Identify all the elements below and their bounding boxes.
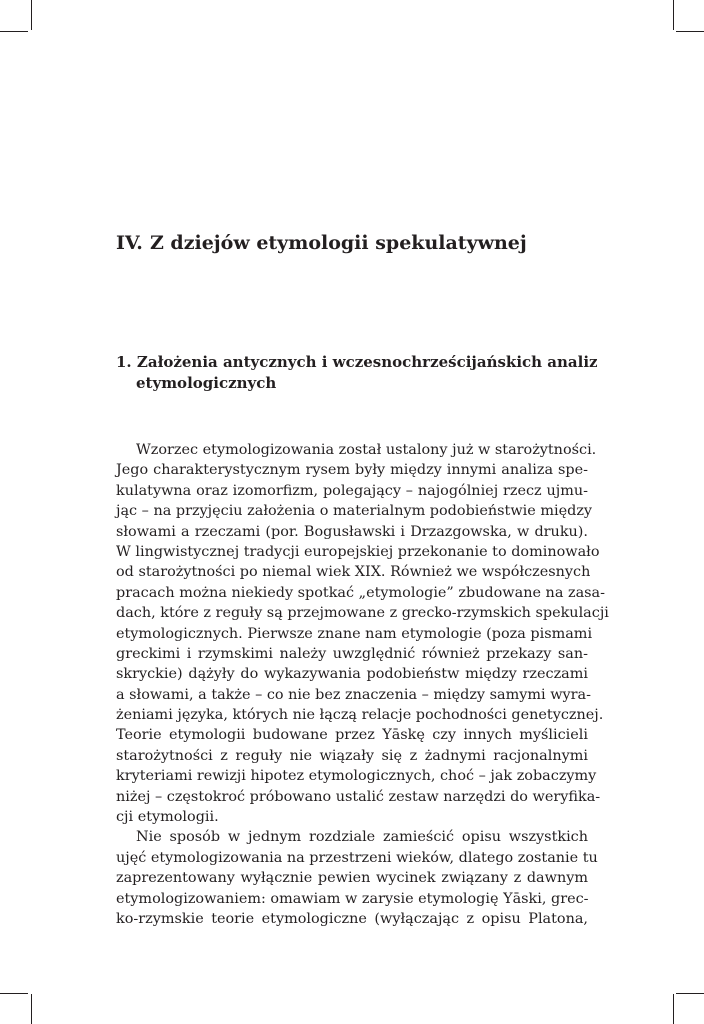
text-line: żeniami języka, których nie łączą relacje pochodności genetycznej.	[116, 707, 604, 724]
crop-mark	[676, 993, 704, 994]
chapter-title-text: Z dziejów etymologii spekulatywnej	[149, 232, 527, 254]
section-heading-line: etymologicznych	[136, 374, 277, 392]
text-line: greckimi i rzymskimi należy uwzględnić również przekazy san-	[116, 645, 588, 662]
text-line: pracach można niekiedy spotkać „etymologie” zbudowane na zasa-	[116, 584, 605, 601]
text-line: skryckie) dążyły do wykazywania podobieństw między rzeczami	[116, 666, 588, 683]
text-line: ujęć etymologizowania na przestrzeni wieków, dlatego zostanie tu	[116, 849, 598, 866]
text-line: słowami a rzeczami (por. Bogusławski i Drzazgowska, w druku).	[116, 523, 588, 540]
text-line: niżej – częstokroć próbowano ustalić zestaw narzędzi do weryfika-	[116, 788, 601, 805]
section-heading	[116, 352, 596, 394]
chapter-title	[116, 229, 527, 257]
section-title-text: Założenia antycznych i wczesnochrześcijańskich analiz	[136, 353, 598, 371]
crop-mark	[31, 994, 32, 1024]
text-line: kulatywna oraz izomorfizm, polegający – najogólniej rzecz ujmu-	[116, 482, 588, 499]
text-line: od starożytności po niemal wiek XIX. Również we współczesnych	[116, 564, 591, 581]
text-line: W lingwistycznej tradycji europejskiej przekonanie to dominowało	[116, 543, 600, 560]
crop-mark	[31, 0, 32, 30]
text-line: a słowami, a także – co nie bez znaczenia – między samymi wyra-	[116, 686, 591, 703]
text-line: ko-rzymskie teorie etymologiczne (wyłączając z opisu Platona,	[116, 910, 588, 927]
crop-mark	[0, 993, 28, 994]
paragraph	[116, 440, 609, 827]
paragraph	[116, 827, 598, 929]
chapter-number: IV.	[116, 232, 143, 254]
crop-mark	[673, 994, 674, 1024]
section-number: 1.	[116, 353, 132, 371]
section-heading-line	[116, 352, 596, 373]
text-line: starożytności z reguły nie wiązały się z żadnymi racjonalnymi	[116, 747, 588, 764]
text-line: zaprezentowany wyłącznie pewien wycinek związany z dawnym	[116, 870, 588, 887]
text-line: etymologicznych. Pierwsze znane nam etymologie (poza pismami	[116, 625, 593, 642]
text-line: etymologizowaniem: omawiam w zarysie etymologię Yāski, grec-	[116, 890, 589, 907]
text-line: Wzorzec etymologizowania został ustalony już w starożytności.	[136, 442, 597, 458]
text-line: Teorie etymologii budowane przez Yāskę czy innych myślicieli	[116, 727, 588, 744]
body-text	[116, 440, 609, 929]
text-line: cji etymologii.	[116, 809, 219, 826]
crop-mark	[0, 31, 28, 32]
text-line: Nie sposób w jednym rozdziale zamieścić opisu wszystkich	[136, 829, 588, 846]
text-line: kryteriami rewizji hipotez etymologicznych, choć – jak zobaczymy	[116, 768, 597, 785]
crop-mark	[673, 0, 674, 30]
text-line: jąc – na przyjęciu założenia o materialnym podobieństwie między	[116, 503, 593, 520]
crop-mark	[676, 31, 704, 32]
text-line: Jego charakterystycznym rysem były między innymi analiza spe-	[116, 462, 588, 479]
text-line: dach, które z reguły są przejmowane z grecko-rzymskich spekulacji	[116, 605, 609, 622]
